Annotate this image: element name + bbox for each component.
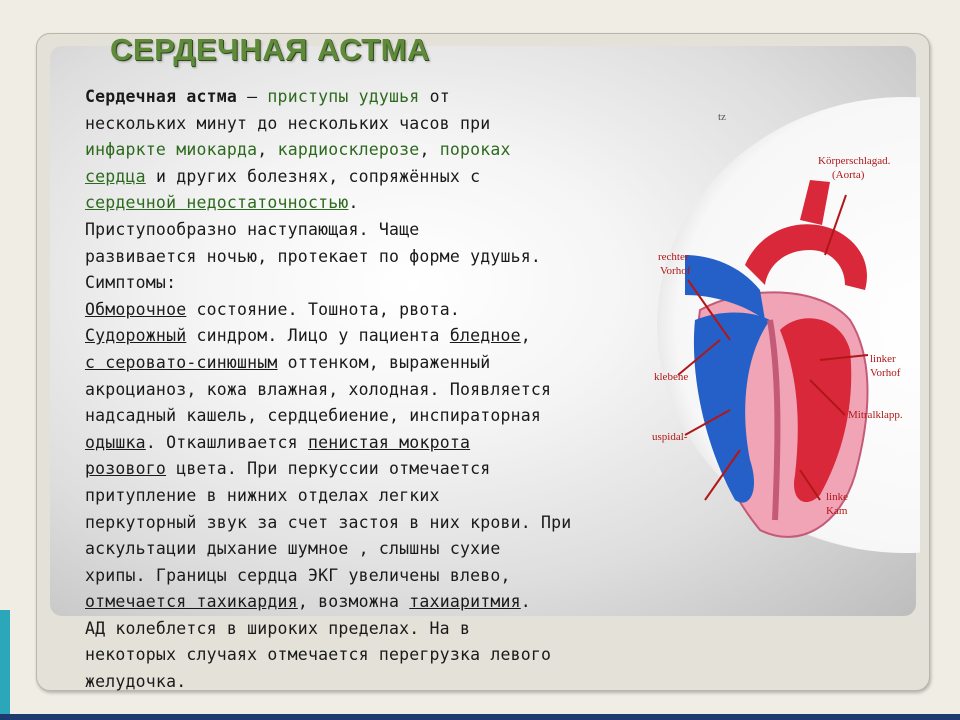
text-line-2: нескольких минут до нескольких часов при [85, 113, 491, 133]
term-cardiac-asthma: Сердечная астма [85, 87, 238, 106]
bottom-navy-bar [0, 714, 960, 720]
text-line-9: Обморочное состояние. Тошнота, рвота. [85, 299, 460, 319]
term-dyspnea: одышка [85, 432, 146, 452]
label-right-atrium-2: Vorhof [660, 265, 691, 277]
label-valve: klebene [654, 371, 689, 383]
label-mitral: Mitralklapp. [848, 409, 903, 421]
label-left-ventricle-1: linke [826, 491, 848, 503]
term-cyanotic: с серовато-синюшным [85, 352, 278, 372]
label-aorta-1: Körperschlagad. [818, 155, 891, 167]
text-line-12: акроцианоз, кожа влажная, холодная. Появляется [85, 379, 552, 399]
label-top: tz [718, 111, 726, 123]
text-line-3: инфаркте миокарда, кардиосклерозе, пороках [85, 140, 511, 160]
text-line-14: одышка. Откашливается пенистая мокрота [85, 432, 471, 452]
text-line-11: с серовато-синюшным оттенком, выраженный [85, 352, 491, 372]
term-pale: бледное [449, 326, 521, 346]
text-line-6: Приступообразно наступающая. Чаще [85, 219, 420, 239]
link-heart[interactable]: сердца [85, 166, 146, 186]
label-left-atrium-1: linker [870, 353, 896, 365]
text-line-22: некоторых случаях отмечается перегрузка левого [85, 645, 552, 665]
text-line-8: Симптомы: [85, 273, 177, 293]
text-line-13: надсадный кашель, сердцебиение, инспираторная [85, 406, 542, 426]
text-line-19: хрипы. Границы сердца ЭКГ увеличены влево, [85, 565, 511, 585]
label-left-atrium-2: Vorhof [870, 367, 901, 379]
text-line-1: Сердечная астма — приступы удушья от [85, 87, 450, 106]
term-convulsive: Судорожный [85, 326, 187, 346]
text-line-21: АД колеблется в широких пределах. На в [85, 618, 471, 638]
text-line-15: розового цвета. При перкуссии отмечается [85, 459, 491, 479]
label-aorta-2: (Aorta) [832, 169, 865, 181]
label-left-ventricle-2: Kam [826, 505, 848, 517]
term-pink: розового [85, 459, 167, 479]
text-line-18: аскультации дыхание шумное , слышны сухие [85, 539, 501, 559]
text-line-7: развивается ночью, протекает по форме удушья. [85, 246, 542, 266]
link-defects[interactable]: пороках [439, 140, 511, 160]
heart-illustration [650, 80, 920, 570]
term-tachycardia: отмечается тахикардия [85, 592, 298, 612]
text-line-16: притупление в нижних отделах легких [85, 485, 440, 505]
link-attacks[interactable]: приступы удушья [267, 87, 420, 106]
term-tachyarrhythmia: тахиаритмия [409, 592, 521, 612]
term-foamy-sputum: пенистая мокрота [307, 432, 471, 452]
text-line-23: желудочка. [85, 672, 187, 692]
label-tricuspid: uspidal- [652, 431, 688, 443]
text-line-17: перкуторный звук за счет застоя в них крови. При [85, 512, 572, 532]
text-line-5: сердечной недостаточностью. [85, 193, 359, 213]
text-line-4: сердца и других болезнях, сопряжённых с [85, 166, 481, 186]
link-infarction[interactable]: инфаркте миокарда [85, 140, 258, 160]
link-cardiosclerosis[interactable]: кардиосклерозе [277, 140, 420, 160]
text-line-20: отмечается тахикардия, возможна тахиаритмия. [85, 592, 531, 612]
slide-title: СЕРДЕЧНАЯ АСТМА [110, 32, 430, 67]
slide-text [85, 84, 660, 696]
link-heart-failure[interactable]: сердечной недостаточностью [85, 193, 349, 213]
text-line-10: Судорожный синдром. Лицо у пациента бледное, [85, 326, 531, 346]
label-right-atrium-1: rechter [658, 251, 689, 263]
teal-side-strip [0, 610, 10, 720]
term-fainting: Обморочное [85, 299, 187, 319]
